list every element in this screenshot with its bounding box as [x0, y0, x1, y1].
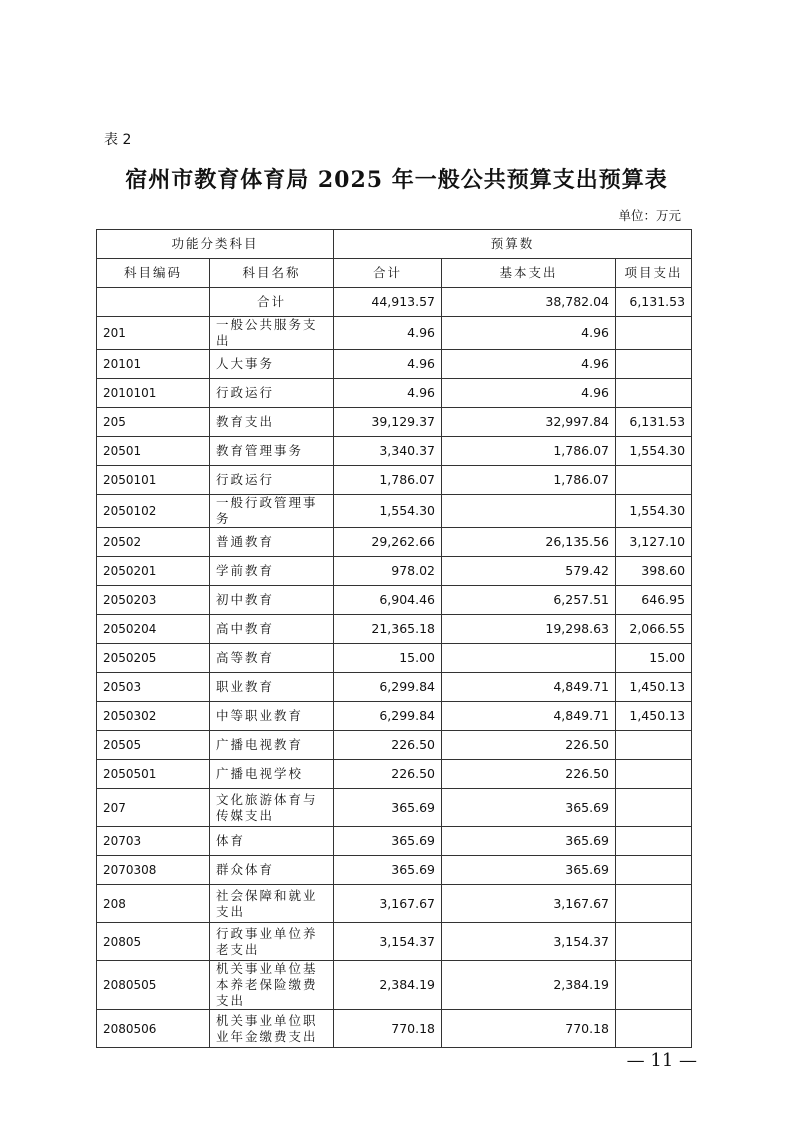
- cell-total: 226.50: [334, 731, 442, 760]
- cell-name: 初中教育: [210, 586, 334, 615]
- cell-project: 398.60: [616, 557, 692, 586]
- cell-project: [616, 923, 692, 961]
- cell-basic: 365.69: [442, 827, 616, 856]
- cell-total: 1,554.30: [334, 495, 442, 528]
- table-row: [97, 495, 692, 528]
- cell-basic: [442, 495, 616, 528]
- cell-code: 201: [97, 317, 210, 350]
- table-row: [97, 760, 692, 789]
- cell-total: 39,129.37: [334, 408, 442, 437]
- table-row: [97, 856, 692, 885]
- cell-name: 中等职业教育: [210, 702, 334, 731]
- cell-name: 职业教育: [210, 673, 334, 702]
- cell-code: 2080506: [97, 1010, 210, 1048]
- cell-code: 20101: [97, 350, 210, 379]
- cell-code: 2050201: [97, 557, 210, 586]
- cell-total: 3,154.37: [334, 923, 442, 961]
- cell-code: 2080505: [97, 961, 210, 1010]
- cell-basic: 38,782.04: [442, 288, 616, 317]
- table-row: [97, 615, 692, 644]
- cell-project: 1,450.13: [616, 673, 692, 702]
- cell-total: 4.96: [334, 317, 442, 350]
- budget-table: [96, 229, 692, 1048]
- table-row: [97, 789, 692, 827]
- cell-total: 1,786.07: [334, 466, 442, 495]
- cell-name: 机关事业单位职业年金缴费支出: [210, 1010, 334, 1048]
- cell-project: 6,131.53: [616, 408, 692, 437]
- cell-basic: 2,384.19: [442, 961, 616, 1010]
- table-header: [97, 230, 692, 288]
- cell-code: 207: [97, 789, 210, 827]
- cell-basic: 6,257.51: [442, 586, 616, 615]
- cell-basic: 32,997.84: [442, 408, 616, 437]
- cell-project: [616, 466, 692, 495]
- cell-basic: [442, 644, 616, 673]
- table-body: [97, 288, 692, 1048]
- table-row: [97, 350, 692, 379]
- cell-total: 6,904.46: [334, 586, 442, 615]
- cell-total: 978.02: [334, 557, 442, 586]
- cell-code: 2070308: [97, 856, 210, 885]
- cell-name: 行政运行: [210, 379, 334, 408]
- cell-basic: 579.42: [442, 557, 616, 586]
- cell-total: 15.00: [334, 644, 442, 673]
- cell-total: 6,299.84: [334, 673, 442, 702]
- cell-total: 44,913.57: [334, 288, 442, 317]
- cell-code: [97, 288, 210, 317]
- table-row: [97, 557, 692, 586]
- cell-code: 20805: [97, 923, 210, 961]
- cell-basic: 365.69: [442, 789, 616, 827]
- cell-name: 教育支出: [210, 408, 334, 437]
- cell-total: 226.50: [334, 760, 442, 789]
- page-title: 宿州市教育体育局 2025 年一般公共预算支出预算表: [125, 167, 668, 193]
- cell-total: 365.69: [334, 827, 442, 856]
- cell-total: 29,262.66: [334, 528, 442, 557]
- cell-project: 1,554.30: [616, 437, 692, 466]
- cell-basic: 26,135.56: [442, 528, 616, 557]
- cell-name: 一般行政管理事务: [210, 495, 334, 528]
- table-row: [97, 702, 692, 731]
- cell-project: [616, 760, 692, 789]
- cell-name: 一般公共服务支出: [210, 317, 334, 350]
- cell-total: 770.18: [334, 1010, 442, 1048]
- cell-total: 4.96: [334, 379, 442, 408]
- cell-project: 3,127.10: [616, 528, 692, 557]
- cell-name: 机关事业单位基本养老保险缴费支出: [210, 961, 334, 1010]
- cell-project: 1,554.30: [616, 495, 692, 528]
- cell-basic: 4,849.71: [442, 702, 616, 731]
- header-total: 合计: [334, 259, 442, 288]
- cell-total: 3,167.67: [334, 885, 442, 923]
- cell-project: [616, 827, 692, 856]
- header-function-group: 功能分类科目: [97, 230, 334, 259]
- cell-basic: 1,786.07: [442, 466, 616, 495]
- cell-code: 20503: [97, 673, 210, 702]
- cell-name: 行政运行: [210, 466, 334, 495]
- header-basic: 基本支出: [442, 259, 616, 288]
- cell-project: 1,450.13: [616, 702, 692, 731]
- cell-total: 6,299.84: [334, 702, 442, 731]
- cell-code: 2050203: [97, 586, 210, 615]
- cell-code: 20501: [97, 437, 210, 466]
- cell-code: 2050204: [97, 615, 210, 644]
- cell-project: 6,131.53: [616, 288, 692, 317]
- cell-project: [616, 961, 692, 1010]
- table-row: [97, 673, 692, 702]
- table-row: [97, 961, 692, 1010]
- cell-basic: 4.96: [442, 350, 616, 379]
- table-label: 表 2: [104, 132, 132, 148]
- cell-basic: 1,786.07: [442, 437, 616, 466]
- cell-project: [616, 789, 692, 827]
- cell-project: [616, 731, 692, 760]
- cell-project: 15.00: [616, 644, 692, 673]
- cell-basic: 770.18: [442, 1010, 616, 1048]
- cell-basic: 365.69: [442, 856, 616, 885]
- cell-basic: 19,298.63: [442, 615, 616, 644]
- cell-name: 学前教育: [210, 557, 334, 586]
- cell-name: 普通教育: [210, 528, 334, 557]
- cell-name: 人大事务: [210, 350, 334, 379]
- cell-project: 646.95: [616, 586, 692, 615]
- cell-name: 教育管理事务: [210, 437, 334, 466]
- cell-basic: 4.96: [442, 379, 616, 408]
- cell-project: [616, 885, 692, 923]
- cell-code: 2050302: [97, 702, 210, 731]
- cell-total: 2,384.19: [334, 961, 442, 1010]
- table-row: [97, 885, 692, 923]
- cell-code: 2050205: [97, 644, 210, 673]
- table-row: [97, 827, 692, 856]
- header-budget-group: 预算数: [334, 230, 692, 259]
- cell-total: 365.69: [334, 856, 442, 885]
- cell-basic: 226.50: [442, 760, 616, 789]
- cell-total: 4.96: [334, 350, 442, 379]
- cell-total: 3,340.37: [334, 437, 442, 466]
- cell-basic: 226.50: [442, 731, 616, 760]
- table-row: [97, 528, 692, 557]
- cell-code: 20505: [97, 731, 210, 760]
- table-row: [97, 408, 692, 437]
- cell-name: 合计: [210, 288, 334, 317]
- header-code: 科目编码: [97, 259, 210, 288]
- table-row: [97, 317, 692, 350]
- cell-name: 高中教育: [210, 615, 334, 644]
- cell-name: 群众体育: [210, 856, 334, 885]
- cell-name: 体育: [210, 827, 334, 856]
- cell-project: [616, 379, 692, 408]
- cell-project: [616, 317, 692, 350]
- table-row: [97, 437, 692, 466]
- table-row: [97, 644, 692, 673]
- cell-name: 广播电视学校: [210, 760, 334, 789]
- cell-total: 21,365.18: [334, 615, 442, 644]
- table-row: [97, 923, 692, 961]
- cell-project: [616, 350, 692, 379]
- table-row: [97, 731, 692, 760]
- cell-basic: 4.96: [442, 317, 616, 350]
- cell-basic: 4,849.71: [442, 673, 616, 702]
- table-row: [97, 379, 692, 408]
- cell-basic: 3,167.67: [442, 885, 616, 923]
- header-project: 项目支出: [616, 259, 692, 288]
- cell-name: 高等教育: [210, 644, 334, 673]
- table-row: [97, 466, 692, 495]
- cell-code: 2010101: [97, 379, 210, 408]
- table-row: [97, 586, 692, 615]
- unit-label: 单位：万元: [618, 208, 681, 223]
- cell-name: 文化旅游体育与传媒支出: [210, 789, 334, 827]
- table-row: [97, 288, 692, 317]
- cell-total: 365.69: [334, 789, 442, 827]
- cell-code: 205: [97, 408, 210, 437]
- page-number: — 11 —: [626, 1050, 697, 1071]
- cell-code: 2050501: [97, 760, 210, 789]
- cell-basic: 3,154.37: [442, 923, 616, 961]
- cell-code: 20703: [97, 827, 210, 856]
- cell-project: [616, 856, 692, 885]
- cell-project: [616, 1010, 692, 1048]
- cell-code: 208: [97, 885, 210, 923]
- header-name: 科目名称: [210, 259, 334, 288]
- cell-code: 20502: [97, 528, 210, 557]
- cell-project: 2,066.55: [616, 615, 692, 644]
- cell-name: 社会保障和就业支出: [210, 885, 334, 923]
- cell-code: 2050102: [97, 495, 210, 528]
- cell-name: 行政事业单位养老支出: [210, 923, 334, 961]
- cell-name: 广播电视教育: [210, 731, 334, 760]
- table-row: [97, 1010, 692, 1048]
- cell-code: 2050101: [97, 466, 210, 495]
